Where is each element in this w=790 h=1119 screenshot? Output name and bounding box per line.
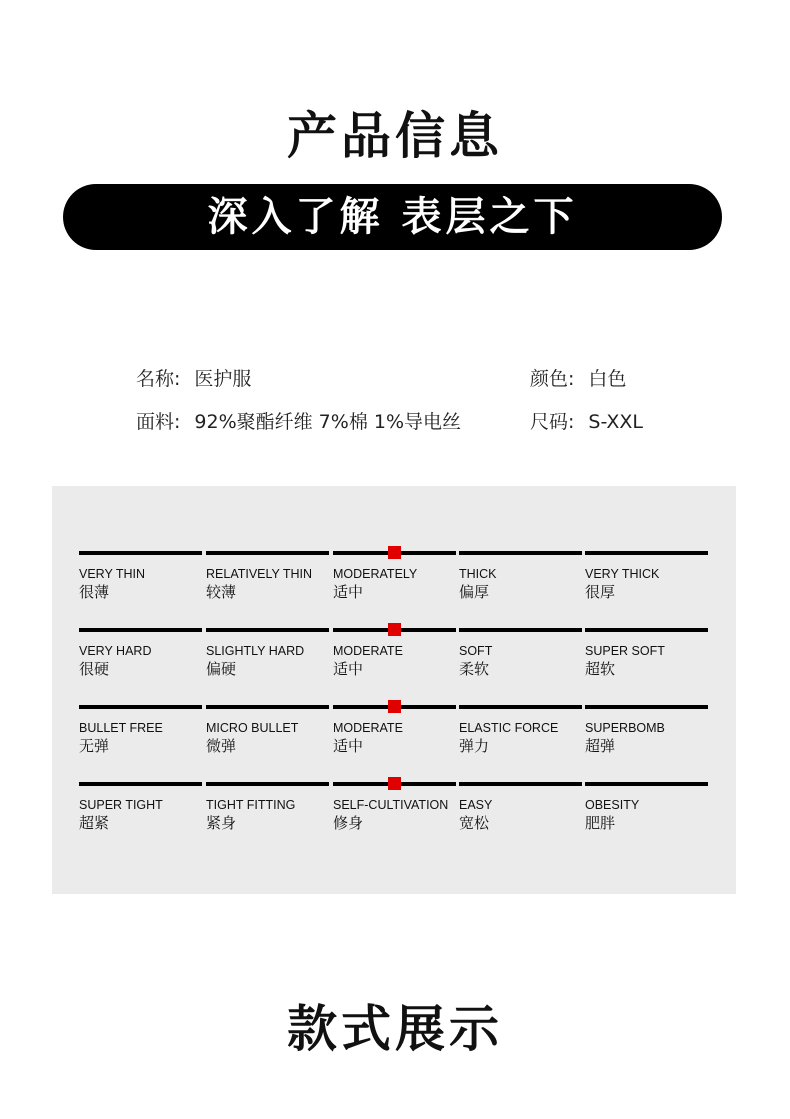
scale-label-en: VERY THICK: [585, 567, 660, 581]
name-info: [136, 370, 251, 389]
selected-marker: [388, 777, 401, 790]
scale-segment: [79, 551, 202, 555]
scale-label: [585, 567, 659, 602]
scale-label-en: SUPER SOFT: [585, 644, 665, 658]
color-value: 白色: [588, 368, 627, 390]
scale-row: [79, 628, 709, 688]
scale-label: [585, 721, 665, 756]
fabric-value: 92%聚酯纤维 7%棉 1%导电丝: [194, 411, 462, 433]
scale-segment: [206, 628, 329, 632]
scale-segment: [206, 705, 329, 709]
scale-label-cn: 无弹: [79, 737, 110, 755]
scale-label-en: THICK: [459, 567, 497, 581]
name-label: 名称:: [136, 368, 181, 390]
scale-label-cn: 很薄: [79, 583, 110, 601]
scale-label-en: SLIGHTLY HARD: [206, 644, 305, 658]
scale-segment: [459, 705, 582, 709]
scale-label-cn: 微弹: [206, 737, 237, 755]
selected-marker: [388, 546, 401, 559]
color-label: 颜色:: [530, 368, 575, 390]
scale-segment: [79, 705, 202, 709]
scale-label-cn: 较薄: [206, 583, 237, 601]
scale-label-cn: 超软: [585, 660, 616, 678]
scale-label-cn: 很厚: [585, 583, 616, 601]
scale-label-cn: 紧身: [206, 814, 237, 832]
size-info: [530, 413, 643, 432]
scale-label-cn: 弹力: [459, 737, 490, 755]
scale-label: [79, 721, 163, 756]
scale-label-en: ELASTIC FORCE: [459, 721, 559, 735]
scale-segment: [79, 782, 202, 786]
scale-label-cn: 超紧: [79, 814, 110, 832]
scale-segment: [585, 551, 708, 555]
scale-label-en: VERY HARD: [79, 644, 152, 658]
scale-label-en: EASY: [459, 798, 493, 812]
scale-label-cn: 适中: [333, 660, 364, 678]
scale-label: [333, 567, 417, 602]
scale-segment: [459, 782, 582, 786]
scale-label: [585, 798, 639, 833]
scale-label-cn: 偏厚: [459, 583, 490, 601]
scale-segment: [206, 782, 329, 786]
scale-segment: [585, 628, 708, 632]
size-label: 尺码:: [530, 411, 575, 433]
scale-label-en: SELF-CULTIVATION: [333, 798, 449, 812]
fabric-info: [136, 413, 461, 432]
scale-segment: [585, 705, 708, 709]
scale-segment: [459, 551, 582, 555]
scale-label-en: MODERATELY: [333, 567, 418, 581]
scale-label: [459, 798, 492, 833]
size-value: S-XXL: [588, 411, 643, 433]
selected-marker: [388, 700, 401, 713]
scale-label: [79, 644, 151, 679]
scale-label: [206, 721, 298, 756]
scale-label-cn: 适中: [333, 583, 364, 601]
scale-label: [459, 644, 492, 679]
scale-segment: [585, 782, 708, 786]
name-value: 医护服: [194, 368, 252, 390]
scale-label: [79, 567, 145, 602]
scale-label: [333, 798, 448, 833]
scale-label: [459, 567, 497, 602]
scale-segment: [79, 628, 202, 632]
scale-label-en: MODERATE: [333, 644, 403, 658]
section-title-styles: 款式展示: [287, 1000, 503, 1058]
scale-label-en: OBESITY: [585, 798, 640, 812]
banner: [63, 184, 722, 250]
scale-label-cn: 很硬: [79, 660, 110, 678]
scale-segment: [459, 628, 582, 632]
scale-label: [206, 567, 312, 602]
scale-label: [206, 644, 304, 679]
scale-label-en: TIGHT FITTING: [206, 798, 296, 812]
scale-label-cn: 超弹: [585, 737, 616, 755]
scale-segment: [206, 551, 329, 555]
scale-label-en: SOFT: [459, 644, 493, 658]
scale-label-cn: 偏硬: [206, 660, 237, 678]
scale-label: [333, 721, 403, 756]
scale-label-cn: 适中: [333, 737, 364, 755]
scale-label-en: RELATIVELY THIN: [206, 567, 313, 581]
attribute-panel: [52, 486, 736, 894]
scale-label: [333, 644, 403, 679]
scale-label: [585, 644, 665, 679]
color-info: [530, 370, 626, 389]
scale-label-en: BULLET FREE: [79, 721, 163, 735]
scale-label-en: SUPERBOMB: [585, 721, 665, 735]
scale-label-en: SUPER TIGHT: [79, 798, 163, 812]
scale-row: [79, 705, 709, 765]
scale-label-en: MODERATE: [333, 721, 403, 735]
fabric-label: 面料:: [136, 411, 181, 433]
scale-label-cn: 柔软: [459, 660, 490, 678]
scale-row: [79, 782, 709, 842]
page-title: 产品信息: [287, 107, 503, 165]
scale-label-cn: 肥胖: [585, 814, 616, 832]
banner-text: 深入了解 表层之下: [207, 194, 578, 240]
scale-label: [459, 721, 558, 756]
scale-label: [79, 798, 163, 833]
scale-row: [79, 551, 709, 611]
scale-label-cn: 修身: [333, 814, 364, 832]
scale-label-cn: 宽松: [459, 814, 490, 832]
scale-label-en: MICRO BULLET: [206, 721, 299, 735]
scale-label-en: VERY THIN: [79, 567, 145, 581]
scale-label: [206, 798, 295, 833]
selected-marker: [388, 623, 401, 636]
